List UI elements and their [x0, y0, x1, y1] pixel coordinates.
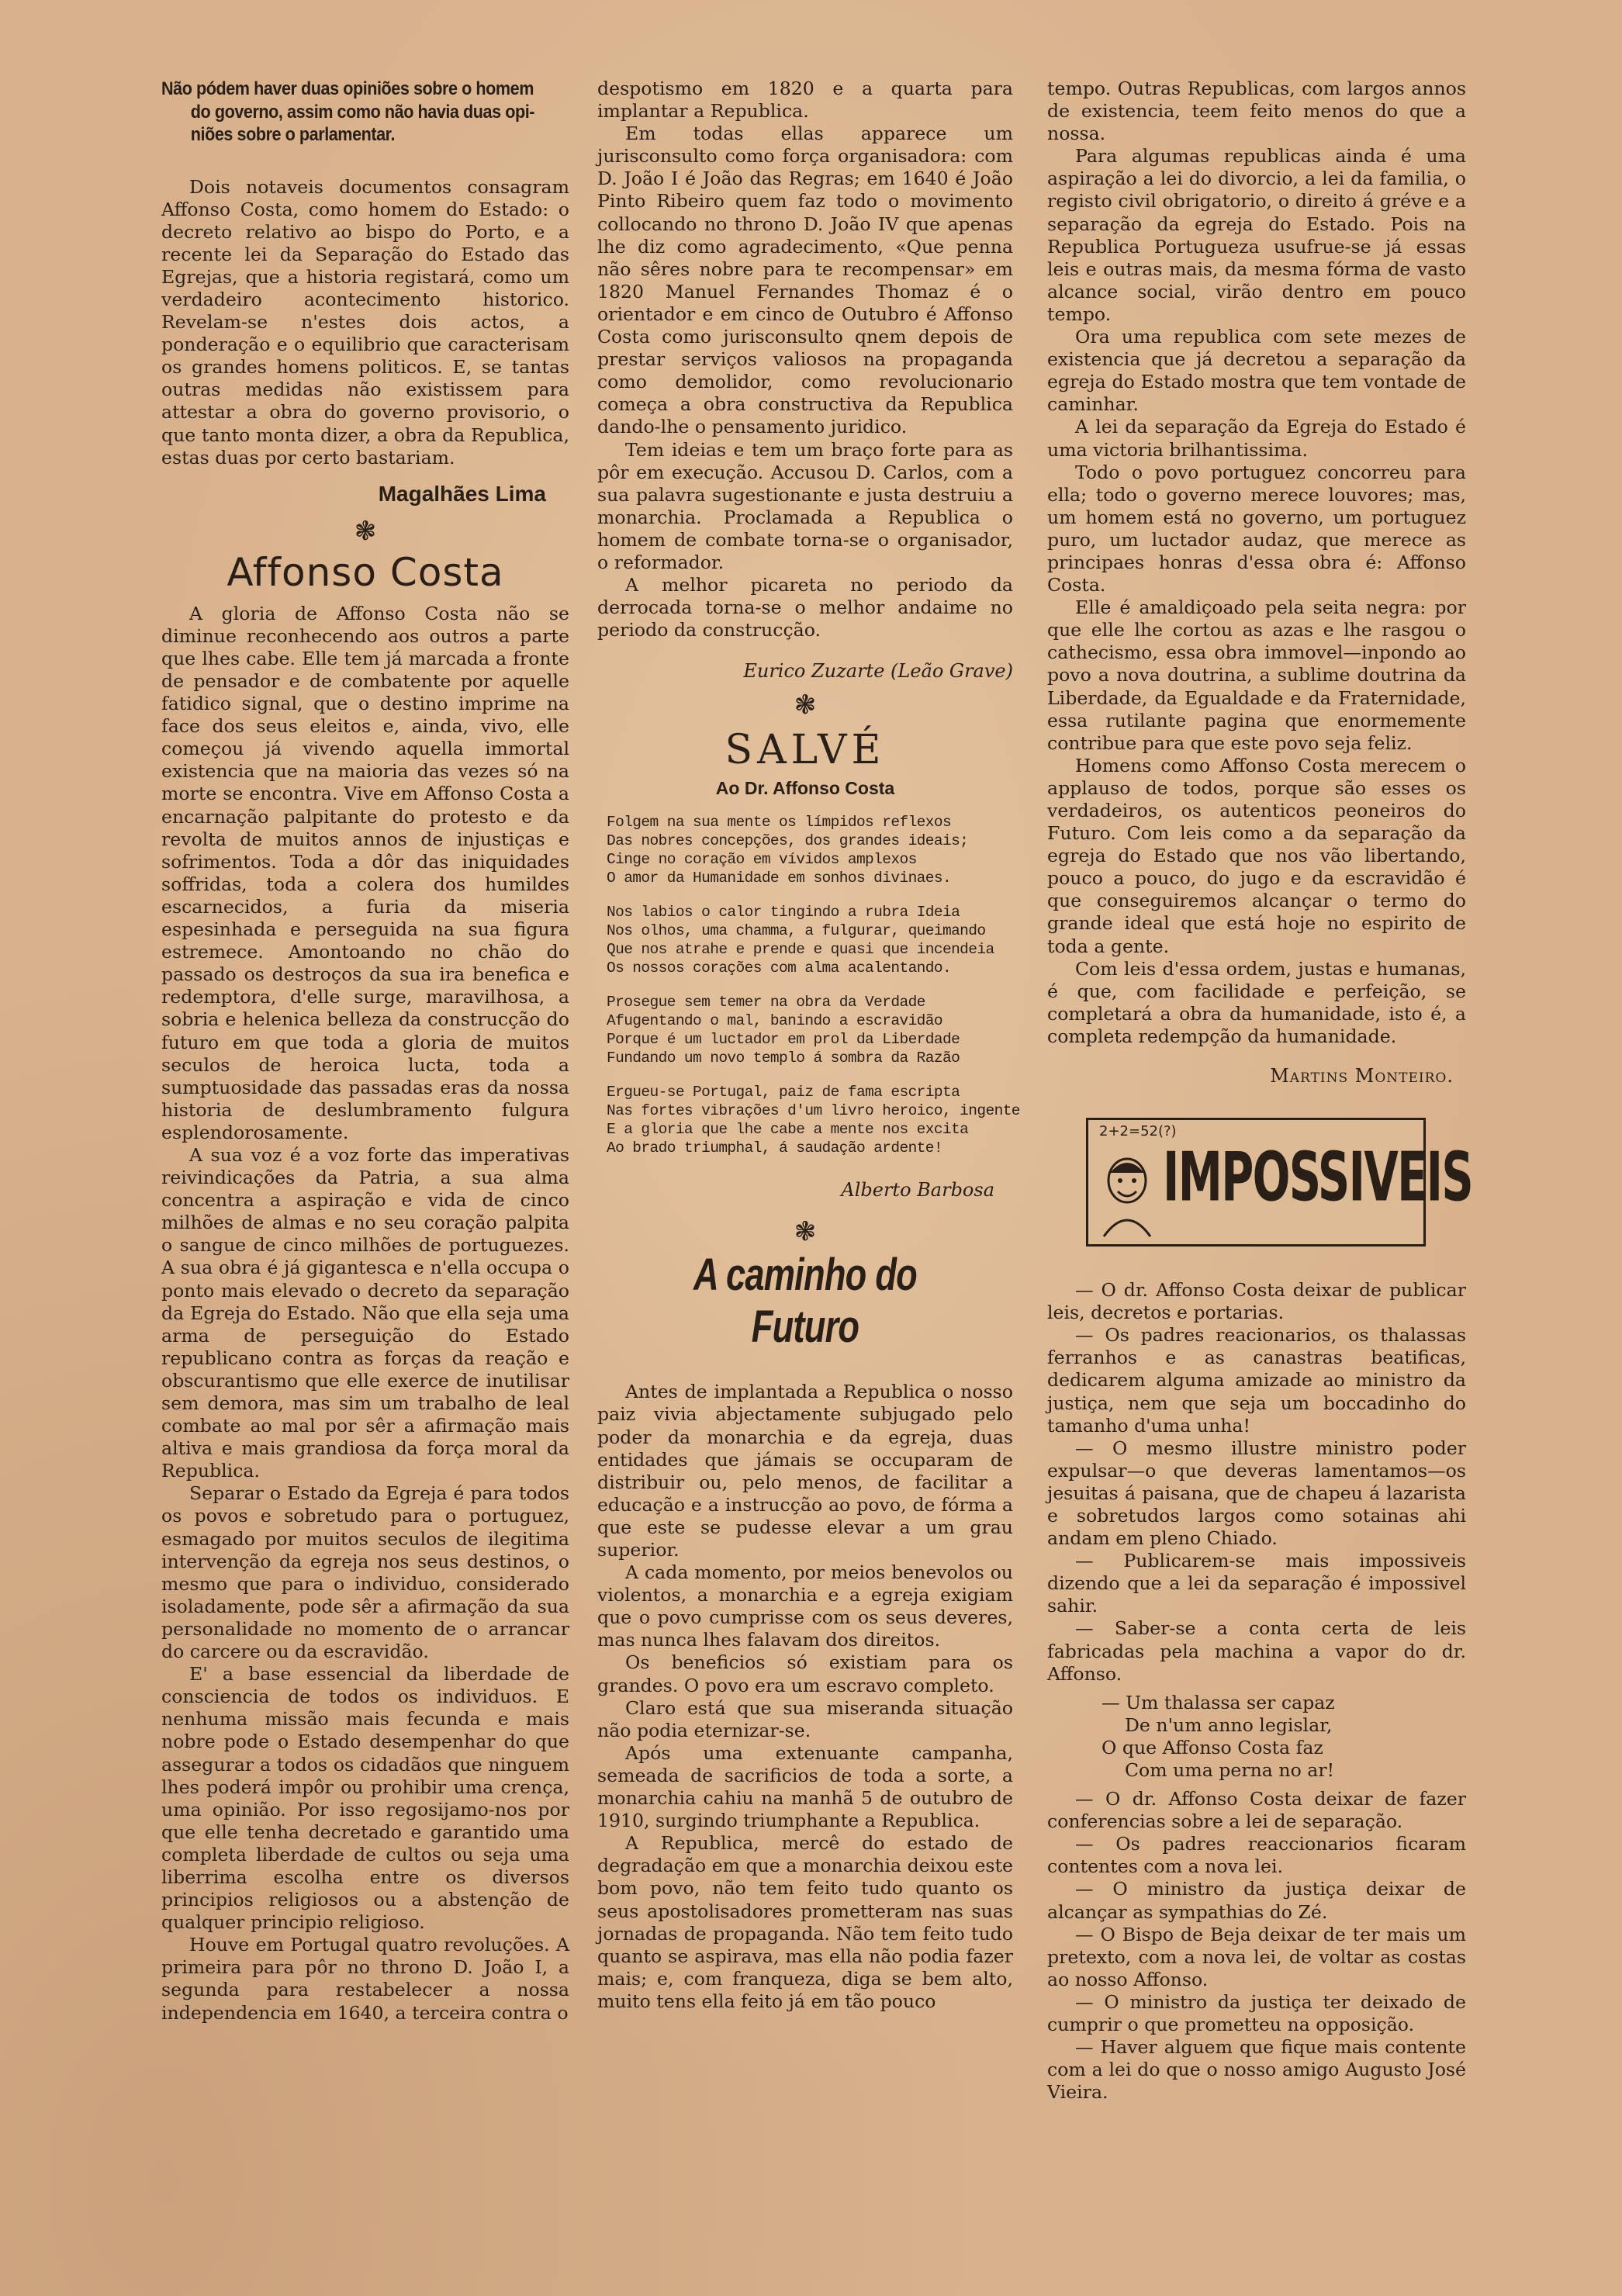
article-paragraph: Em todas ellas apparece um jurisconsulto como força organisadora: com D. João I é João das Regras; em 1640 é João Pinto Ribeiro quem faz todo o movimento collocando no throno D. João IV que apenas lhe diz como agradecimento, «Que penna não sêres nobre para te recompensar» em 1820 Manuel Fernandes Thomaz é o orientador e em cinco de Outubro é Affonso Costa como jurisconsulto qnem depois de prestar serviços valiosos na propaganda como demolidor, como revolucionario começa a obra constructiva da Republica dando-lhe o pensamento juridico.: [597, 123, 1013, 438]
author-signature: Magalhães Lima: [378, 481, 546, 506]
poem-stanza: [607, 903, 1013, 977]
poem-line: Que nos atrahe e prende e quasi que incendeia: [607, 941, 994, 959]
list-item: — Os padres reaccionarios ficaram contentes com a nova lei.: [1047, 1833, 1466, 1878]
article-paragraph: Claro está que sua miseranda situação não podia eternizar-se.: [597, 1696, 1013, 1741]
lead-line: niões sobre o parlamentar.: [190, 124, 395, 145]
lead-line: Não pódem haver duas opiniões sobre o homem: [161, 78, 534, 99]
article-paragraph: Os beneficios só existiam para os grandes. O povo era um escravo completo.: [597, 1651, 1013, 1696]
list-item: — O dr. Affonso Costa deixar de publicar leis, decretos e portarias.: [1047, 1279, 1466, 1324]
fleuron-ornament-icon: ❃: [354, 515, 377, 547]
verse-line: Com uma perna no ar!: [1125, 1759, 1335, 1781]
verse-line: O que Affonso Costa faz: [1102, 1736, 1323, 1758]
article-paragraph: Dois notaveis documentos consagram Affonso Costa, como homem do Estado: o decreto relativo ao bispo do Porto, e a recente lei da Separação do Estado das Egrejas, que a historia registará, como um verdadeiro acontecimento historico. Revelam-se n'estes dois actos, a ponderação e o equilibrio que caracterisam os grandes homens politicos. E, se tantas outras medidas não existissem para attestar a obra do governo provisorio, o que tanto monta dizer, a obra da Republica, estas duas por certo bastariam.: [161, 175, 569, 469]
article-paragraph: Após uma extenuante campanha, semeada de sacrificios de toda a sorte, a monarchia cahiu na manhã 5 de outubro de 1910, surgindo triumphante a Republica.: [597, 1741, 1013, 1832]
column-2: [597, 78, 1020, 2013]
article-title: A caminho do Futuro: [693, 1250, 918, 1353]
article-paragraph: Separar o Estado da Egreja é para todos os povos e sobretudo para o portuguez, esmagado por muitos seculos de ilegitima intervenção da egreja nos seus destinos, o mesmo que para o individuo, considerado isoladamente, pode sêr a afirmação da sua personalidade no momento de o arrancar do carcere ou da escravidão.: [161, 1482, 569, 1663]
poem-stanza: [607, 813, 1013, 887]
poem-line: Nos olhos, uma chamma, a fulgurar, queimando: [607, 922, 986, 940]
poem-line: Das nobres concepções, dos grandes ideais;: [607, 832, 969, 850]
list-item: — O ministro da justiça deixar de alcançar as sympathias do Zé.: [1047, 1878, 1466, 1923]
article-paragraph: Ora uma republica com sete mezes de existencia que já decretou a separação da egreja do Estado mostra que tem vontade de caminhar.: [1047, 326, 1466, 416]
article-title: Affonso Costa: [227, 549, 504, 595]
list-item: — Haver alguem que fique mais contente com a lei do que o nosso amigo Augusto José Vieira.: [1047, 2036, 1466, 2104]
box-formula: 2+2=52(?): [1099, 1123, 1177, 1140]
list-item: — Os padres reacionarios, os thalassas ferranhos e as canastras beatificas, dedicarem alguma amizade ao ministro da justiça, nem que seja um boccadinho do tamanho d'uma unha!: [1047, 1324, 1466, 1437]
verse-quatrain: [1047, 1692, 1466, 1782]
lead-line: do governo, assim como não havia duas opi-: [190, 101, 534, 123]
article-paragraph: tempo. Outras Republicas, com largos annos de existencia, teem feito menos do que a nossa.: [1047, 78, 1466, 145]
caricature-face-icon: [1096, 1146, 1158, 1240]
poem-line: O amor da Humanidade em sonhos divinaes.: [607, 870, 952, 887]
list-item: — O dr. Affonso Costa deixar de fazer conferencias sobre a lei de separação.: [1047, 1788, 1466, 1833]
article-paragraph: Para algumas republicas ainda é uma aspiração a lei do divorcio, a lei da familia, o registo civil obrigatorio, o direito á gréve e a separação da egreja do Estado. Pois na Republica Portugueza usufrue-se já essas leis e outras mais, da mesma fórma de vasto alcance social, virão dentro em pouco tempo.: [1047, 145, 1466, 325]
list-item: — O mesmo illustre ministro poder expulsar—o que deveras lamentamos—os jesuitas á paisana, que de chapeu á lazarista e sobretudos largos como sotainas ahi andam em pleno Chiado.: [1047, 1437, 1466, 1550]
poem-line: Nos labios o calor tingindo a rubra Ideia: [607, 904, 960, 922]
poem-line: Cinge no coração em vívidos amplexos: [607, 851, 917, 869]
lead-heading: [161, 78, 566, 147]
article-paragraph: E' a base essencial da liberdade de consciencia de todos os individuos. E nenhuma missão mais fecunda e mais nobre pode o Estado desempenhar do que assegurar a todos os cidadãos que ninguem lhes poderá impôr ou prohibir uma crença, uma opinião. Por isso regosijamo-nos por que elle tenha decretado e garantido uma completa liberdade de cultos ou seja uma liberrima escolha entre os diversos principios religiosos ou a abstenção de qualquer principio religioso.: [161, 1663, 569, 1934]
poem-line: Ergueu-se Portugal, paiz de fama escripta: [607, 1084, 960, 1101]
list-item: — Publicarem-se mais impossiveis dizendo que a lei da separação é impossivel sahir.: [1047, 1550, 1466, 1617]
column-1: [161, 78, 569, 2025]
article-paragraph: A melhor picareta no periodo da derrocada torna-se o melhor andaime no periodo da construcção.: [597, 574, 1013, 641]
list-item: — O Bispo de Beja deixar de ter mais um pretexto, com a nova lei, de voltar as costas ao nosso Affonso.: [1047, 1923, 1466, 1990]
poem-line: Nas fortes vibrações d'um livro heroico, ingente: [607, 1102, 1020, 1120]
poem-line: Porque é um luctador em prol da Liberdade: [607, 1031, 960, 1049]
article-paragraph: A Republica, mercê do estado de degradação em que a monarchia deixou este bom povo, não tem feito tudo quanto os seus apostolisadores prometteram nas suas jornadas de propaganda. Não tem feito tudo quanto se aspirava, mas ella não podia fazer mais; e, com franqueza, diga se bem alto, muito tens ella feito já em tão pouco: [597, 1832, 1013, 2012]
article-paragraph: A gloria de Affonso Costa não se diminue reconhecendo aos outros a parte que lhes cabe. Elle tem já marcada a fronte de pensador e de combatente por aquelle fatidico signal, que o destino imprime na face dos seus eleitos e, ainda, vivo, elle começou já vivendo aquella immortal existencia que na maioria das vezes só na morte se encontra. Vive em Affonso Costa a encarnação palpitante do protesto e da revolta de muitos annos de injustiças e sofrimentos. Toda a dôr das iniquidades soffridas, toda a colera dos humildes escarnecidos, a furia da miseria espesinhada e perseguida na sua figura estremece. Amontoando no chão do passado os destroços da sua ira benefica e redemptora, d'elle surge, maravilhosa, a sobria e helenica belleza da construcção do futuro em que toda a gloria de muitos seculos de heroica lucta, toda a sumptuosidade das passadas eras da nossa historia de deslumbramento fulgura esplendorosamente.: [161, 602, 569, 1143]
poem-stanza: [607, 993, 1013, 1067]
verse-line: De n'um anno legislar,: [1125, 1713, 1333, 1736]
article-paragraph: Tem ideias e tem um braço forte para as pôr em execução. Accusou D. Carlos, com a sua palavra sugestionante e justa destruiu a monarchia. Proclamada a Republica o homem de combate torna-se o organisador, o reformador.: [597, 438, 1013, 573]
article-paragraph: Antes de implantada a Republica o nosso paiz vivia abjectamente subjugado pelo poder da monarchia e da egreja, duas entidades que jámais se occuparam de distribuir ou, pelo menos, de facilitar a educação e a instrucção ao povo, de fórma a que este se pudesse elevar a um grau superior.: [597, 1381, 1013, 1561]
article-paragraph: Houve em Portugal quatro revoluções. A primeira para pôr no throno D. João I, a segunda para restabelecer a nossa independencia em 1640, a terceira contra o: [161, 1934, 569, 2024]
poem-stanza: [607, 1083, 1020, 1157]
fleuron-ornament-icon: ❃: [794, 690, 817, 721]
article-paragraph: A sua voz é a voz forte das imperativas reivindicações da Patria, a sua alma concentra a aspiração e vida de cinco milhões de almas e no seu coração palpita o sangue de cinco milhões de portuguezes. A sua obra é já gigantesca e n'ella occupa o ponto mais elevado o decreto da separação da Egreja do Estado. Não que ella seja uma arma de perseguição do Estado republicano contra as forças da reação e obscurantismo que elle exerce de inutilisar sem demora, mas sim um trabalho de leal combate ao mal por sêr a afirmação mais altiva e mais grandiosa da força moral da Republica.: [161, 1143, 569, 1482]
poem-line: Ao brado triumphal, á saudação ardente!: [607, 1139, 942, 1157]
poem-line: Prosegue sem temer na obra da Verdade: [607, 994, 925, 1011]
poem-line: Os nossos corações com alma acalentando.: [607, 960, 952, 977]
poem-line: Folgem na sua mente os límpidos reflexos: [607, 814, 952, 832]
impossiveis-header-box: [1086, 1118, 1473, 1247]
poem-line: Afugentando o mal, banindo a escravidão: [607, 1012, 942, 1030]
article-paragraph: A cada momento, por meios benevolos ou violentos, a monarchia e a egreja exigiam que o povo cumprisse com os seus deveres, mas nunca lhes falavam dos direitos.: [597, 1561, 1013, 1651]
fleuron-ornament-icon: ❃: [794, 1216, 817, 1248]
column-3: [1047, 78, 1473, 2104]
author-signature: Eurico Zuzarte (Leão Grave): [743, 660, 1013, 683]
article-paragraph: despotismo em 1820 e a quarta para implantar a Republica.: [597, 78, 1013, 123]
poem-dedication: Ao Dr. Affonso Costa: [715, 778, 895, 799]
article-paragraph: Com leis d'essa ordem, justas e humanas, é que, com facilidade e perfeição, se completará a obra da humanidade, isto é, a completa redempção da humanidade.: [1047, 957, 1466, 1047]
poem-signature: Alberto Barbosa: [841, 1179, 994, 1202]
poem-line: E a gloria que lhe cabe a mente nos excita: [607, 1121, 969, 1139]
verse-line: — Um thalassa ser capaz: [1102, 1691, 1335, 1713]
poem-line: Fundando um novo templo á sombra da Razão: [607, 1049, 960, 1067]
article-paragraph: Homens como Affonso Costa merecem o applauso de todos, porque são esses os verdadeiros, os autenticos peoneiros do Futuro. Com leis como a da separação da egreja do Estado que nos vão libertando, pouco a pouco, do jugo e da escravidão é que conseguiremos alcançar o termo do grande ideal que está hoje no espirito de toda a gente.: [1047, 754, 1466, 957]
list-item: — O ministro da justiça ter deixado de cumprir o que prometteu na opposição.: [1047, 1990, 1466, 2036]
poem-title: SALVÉ: [725, 727, 886, 774]
poem: [607, 813, 1020, 1157]
author-signature: Martins Monteiro.: [1270, 1065, 1454, 1087]
list-item: — Saber-se a conta certa de leis fabricadas pela machina a vapor do dr. Affonso.: [1047, 1617, 1466, 1685]
article-paragraph: Elle é amaldiçoado pela seita negra: por que elle lhe cortou as azas e lhe rasgou o cathecismo, essa obra immovel—inpondo ao povo a nova doutrina, a sublime doutrina da Liberdade, da Egualdade e da Fraternidade, essa rutilante pagina que enormemente contribue para que este povo seja feliz.: [1047, 596, 1466, 754]
article-paragraph: Todo o povo portuguez concorreu para ella; todo o governo merece louvores; mas, um homem está no governo, um portuguez puro, um luctador audaz, que merece as principaes honras d'essa obra é: Affonso Costa.: [1047, 461, 1466, 596]
article-paragraph: A lei da separação da Egreja do Estado é uma victoria brilhantissima.: [1047, 416, 1466, 461]
box-title: IMPOSSIVEIS: [1163, 1137, 1473, 1217]
